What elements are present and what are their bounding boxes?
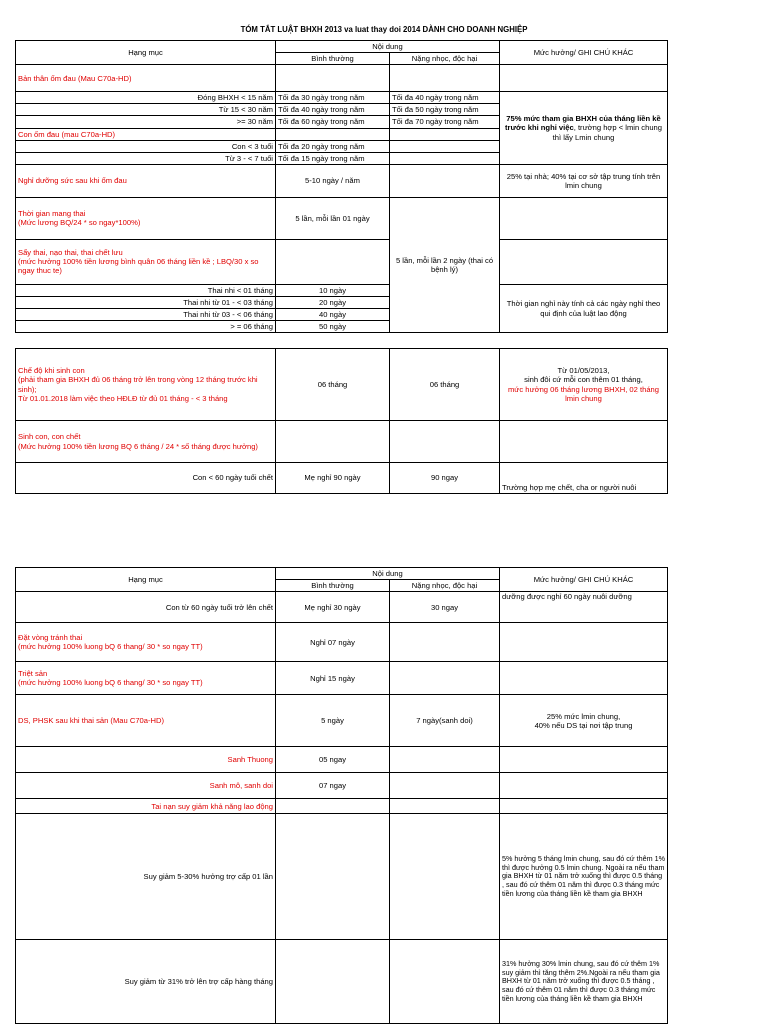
header-nang-nhoc: Nặng nhọc, độc hại — [390, 580, 500, 592]
header-nang-nhoc: Nặng nhọc, độc hại — [390, 53, 500, 65]
row-sanh-thuong: Sanh Thuong — [16, 747, 276, 773]
cell-binh-thuong: 5 ngày — [276, 695, 390, 747]
row-label: Thai nhi từ 01 - < 03 tháng — [16, 296, 276, 308]
cell-nang-nhoc: 30 ngay — [390, 592, 500, 623]
row-label: Thai nhi từ 03 - < 06 tháng — [16, 309, 276, 321]
header-binh-thuong: Bình thường — [276, 580, 390, 592]
table-1 — [15, 40, 668, 333]
cell-nang-nhoc: Tối đa 50 ngày trong năm — [390, 104, 500, 116]
header-hang-muc: Hạng mục — [16, 568, 276, 592]
cell-binh-thuong: Mẹ nghỉ 30 ngày — [276, 592, 390, 623]
row-sanh-mo: Sanh mô, sanh doi — [16, 773, 276, 799]
sinh-con-note: Từ 01/05/2013, sinh đôi cứ mỗi con thêm 01 tháng, mức hưởng 06 tháng lương BHXH, 02 tháng lmin chung — [500, 349, 668, 421]
row-label: >= 30 năm — [16, 116, 276, 128]
header-binh-thuong: Bình thường — [276, 53, 390, 65]
row-suy-giam-1: Suy giảm 5-30% hưởng trợ cấp 01 lần — [16, 814, 276, 940]
nghi-duong-note: 25% tại nhà; 40% tại cơ sở tập trung tính trên lmin chung — [500, 164, 668, 197]
cell-nang-nhoc: 90 ngay — [390, 463, 500, 494]
cell-binh-thuong: 40 ngày — [276, 309, 390, 321]
cell-nang-nhoc: 7 ngày(sanh doi) — [390, 695, 500, 747]
cell-binh-thuong: Tối đa 15 ngày trong năm — [276, 152, 390, 164]
row-tai-nan: Tai nạn suy giảm khả năng lao động — [16, 799, 276, 814]
con-60-note: Trường hợp mẹ chết, cha or người nuôi — [500, 463, 668, 494]
table-1-lower — [15, 348, 668, 494]
cell-binh-thuong: 10 ngày — [276, 284, 390, 296]
row-sinh-con-chet: Sinh con, con chết (Mức hưởng 100% tiền lương BQ 6 tháng / 24 * số tháng được hưởng) — [16, 421, 276, 463]
r1-note: dưỡng được nghỉ 60 ngày nuôi dưỡng — [500, 592, 668, 623]
cell-binh-thuong: Nghỉ 15 ngày — [276, 662, 390, 695]
cell-binh-thuong: Tối đa 20 ngày trong năm — [276, 140, 390, 152]
cell-binh-thuong: 07 ngay — [276, 773, 390, 799]
row-label: Thai nhi < 01 tháng — [16, 284, 276, 296]
header-hang-muc: Hạng mục — [16, 41, 276, 65]
sg2-note: 31% hưởng 30% lmin chung, sau đó cứ thêm 1% suy giảm thì tăng thêm 2%.Ngoài ra nếu tham gia BHXH từ 01 năm trở xuống thì được 0.5 tháng , sau đó cứ thêm 01 năm thì được 0.3 tháng mức tiền lương của tháng liền kề tham gia BHXH — [500, 940, 668, 1024]
row-sinh-con: Chế độ khi sinh con (phải tham gia BHXH đủ 06 tháng trở lên trong vòng 12 tháng trước khi sinh); Từ 01.01.2018 làm việc theo HĐLĐ từ đủ 01 tháng - < 3 tháng — [16, 349, 276, 421]
row-mang-thai: Thời gian mang thai (Mức lương BQ/24 * so ngay*100%) — [16, 197, 276, 239]
row-con-om: Con ốm đau (mau C70a-HD) — [16, 128, 276, 140]
row-con-60-plus: Con từ 60 ngày tuổi trở lên chết — [16, 592, 276, 623]
cell-nang-nhoc: Tối đa 40 ngày trong năm — [390, 92, 500, 104]
header-muc-huong: Mức hưởng/ GHI CHÚ KHÁC — [500, 568, 668, 592]
cell-binh-thuong: 20 ngày — [276, 296, 390, 308]
row-ds: DS, PHSK sau khi thai sản (Mau C70a-HD) — [16, 695, 276, 747]
row-dat-vong: Đặt vòng tránh thai (mức hưởng 100% luong bQ 6 thang/ 30 * so ngay TT) — [16, 623, 276, 662]
cell-binh-thuong: 50 ngày — [276, 321, 390, 333]
row-label: > = 06 tháng — [16, 321, 276, 333]
cell-binh-thuong: Tối đa 40 ngày trong năm — [276, 104, 390, 116]
row-label: Từ 3 - < 7 tuổi — [16, 152, 276, 164]
om-dau-note: 75% mức tham gia BHXH của tháng liền kề trước khi nghỉ việc, trường hợp < lmin chung thì lấy Lmin chung — [500, 92, 668, 165]
row-label: Đóng BHXH < 15 năm — [16, 92, 276, 104]
mang-thai-nn: 5 lần, mỗi lần 2 ngày (thai có bệnh lý) — [390, 197, 500, 332]
cell-binh-thuong: Tối đa 60 ngày trong năm — [276, 116, 390, 128]
header-muc-huong: Mức hưởng/ GHI CHÚ KHÁC — [500, 41, 668, 65]
row-ban-than-om: Bản thân ốm đau (Mau C70a-HD) — [16, 65, 276, 92]
header-noi-dung: Nội dung — [276, 568, 500, 580]
row-label: Con < 3 tuổi — [16, 140, 276, 152]
sg1-note: 5% hưởng 5 tháng lmin chung, sau đó cứ thêm 1% thì được hưởng 0.5 lmin chung. Ngoài ra nếu tham gia BHXH từ 01 năm trở xuống thì được 0.5 tháng , sau đó cứ thêm 01 năm thì được 0.3 tháng mức tiền lương của tháng liền kề tham gia BHXH — [500, 814, 668, 940]
row-con-60: Con < 60 ngày tuổi chết — [16, 463, 276, 494]
row-say-thai: Sẩy thai, nạo thai, thai chết lưu (mức hưởng 100% tiền lương bình quân 06 tháng liền kề ; LBQ/30 x so ngay thuc te) — [16, 239, 276, 284]
cell-binh-thuong: 05 ngay — [276, 747, 390, 773]
thai-note: Thời gian nghỉ này tính cả các ngày nghỉ theo qui định của luật lao động — [500, 284, 668, 332]
row-nghi-duong: Nghỉ dưỡng sức sau khi ốm đau — [16, 164, 276, 197]
cell-binh-thuong: 06 tháng — [276, 349, 390, 421]
page-title: TÓM TẮT LUẬT BHXH 2013 va luat thay doi 2014 DÀNH CHO DOANH NGHIỆP — [240, 25, 528, 34]
cell-binh-thuong: 5-10 ngày / năm — [276, 164, 390, 197]
cell-nang-nhoc: Tối đa 70 ngày trong năm — [390, 116, 500, 128]
row-suy-giam-2: Suy giảm từ 31% trở lên trợ cấp hàng tháng — [16, 940, 276, 1024]
header-noi-dung: Nội dung — [276, 41, 500, 53]
ds-note: 25% mức lmin chung, 40% nếu DS tại nơi tập trung — [500, 695, 668, 747]
cell-nang-nhoc: 06 tháng — [390, 349, 500, 421]
cell-binh-thuong: Mẹ nghỉ 90 ngày — [276, 463, 390, 494]
row-label: Từ 15 < 30 năm — [16, 104, 276, 116]
table-2 — [15, 567, 668, 1024]
row-triet-san: Triệt sản (mức hưởng 100% luong bQ 6 thang/ 30 * so ngay TT) — [16, 662, 276, 695]
cell-binh-thuong: 5 lần, mỗi lần 01 ngày — [276, 197, 390, 239]
cell-binh-thuong: Nghỉ 07 ngày — [276, 623, 390, 662]
cell-binh-thuong: Tối đa 30 ngày trong năm — [276, 92, 390, 104]
